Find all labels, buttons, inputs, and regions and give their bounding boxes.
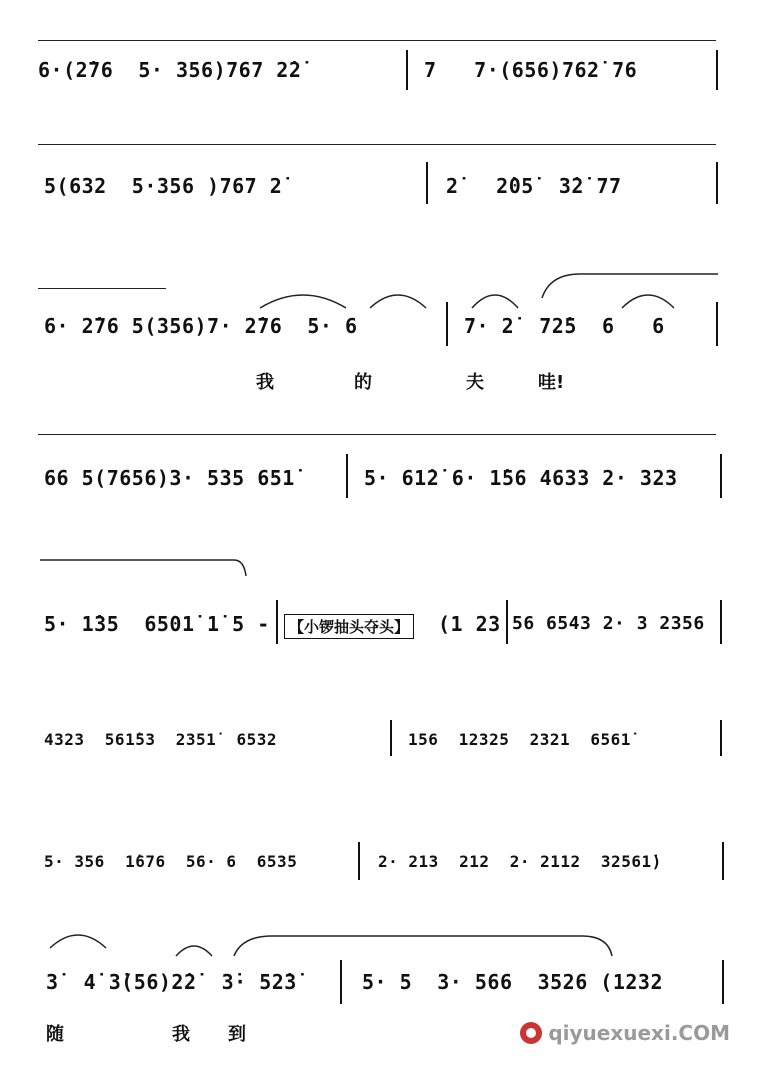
measure-group: 5· 356 1̇676 56· 6 6535 — [44, 852, 298, 871]
measure-group: (1 23 — [438, 612, 501, 636]
measure-group: 2̇ 2̇05̇ 3̇2̇ 77 — [446, 174, 622, 198]
bar-line — [716, 302, 718, 346]
lyric-char: 哇! — [538, 372, 565, 393]
lyric-char: 随 — [46, 1024, 64, 1045]
bar-line — [426, 162, 428, 204]
measure-group: 66 5(7656)3· 535 651̇ — [44, 466, 295, 490]
lyric-char: 到 — [228, 1024, 246, 1045]
slur-mark — [174, 940, 214, 958]
measure-group: 3̇ 4̇ 3̇(56)2̇2̇ 3̇· 52̇3̇ — [46, 970, 297, 994]
bar-line — [340, 960, 342, 1004]
staff-line — [38, 40, 716, 41]
measure-group: 56 6543 2· 3 2356 — [512, 613, 705, 634]
bar-line — [276, 600, 278, 644]
bar-line — [346, 454, 348, 498]
staff-line — [38, 288, 166, 289]
measure-group: 5· 1̇35 6501̇ 1̇ 5 - — [44, 612, 270, 636]
bar-line — [390, 720, 392, 756]
lyric-char: 我 — [256, 372, 274, 393]
slur-mark — [258, 288, 348, 310]
bar-line — [716, 50, 718, 90]
slur-mark — [38, 556, 248, 580]
measure-group: 7 7·(656)762̇ 76 — [424, 58, 638, 82]
measure-group: 5(632 5·356 )767 2̇ — [44, 174, 283, 198]
score-row-4 — [0, 432, 760, 512]
lyric-char: 的 — [354, 372, 372, 393]
measure-group: 2· 213 212 2· 2112 32561̇) — [378, 852, 662, 871]
measure-group: 6· 2̇76 5(356)7· 2̇76 5· 6 — [44, 314, 358, 338]
percussion-cue: 【小锣抽头夺头】 — [284, 614, 414, 639]
lyric-char: 我 — [172, 1024, 190, 1045]
lyric-char: 夫 — [466, 372, 484, 393]
bar-line — [720, 454, 722, 498]
bar-line — [506, 600, 508, 644]
bar-line — [722, 842, 724, 880]
score-row-7 — [0, 826, 760, 906]
bar-line — [722, 960, 724, 1004]
bar-line — [406, 50, 408, 90]
measure-group: 156 12325 2321 6561̇ — [408, 730, 631, 749]
slur-mark — [48, 928, 108, 950]
score-row-5 — [0, 560, 760, 640]
bar-line — [716, 162, 718, 204]
score-row-3 — [0, 278, 760, 393]
bar-line — [720, 720, 722, 756]
score-row-6 — [0, 704, 760, 784]
measure-group: 5· 61̇2̇ 6· 1̇56 4633 2· 323 — [364, 466, 678, 490]
bar-line — [446, 302, 448, 346]
watermark — [520, 1021, 730, 1045]
slur-mark — [368, 288, 428, 310]
measure-group: 5· 5 3· 566 3526 (1232 — [362, 970, 663, 994]
staff-line — [38, 434, 716, 435]
bar-line — [358, 842, 360, 880]
bar-line — [720, 600, 722, 644]
slur-mark — [620, 288, 676, 310]
score-row-1 — [0, 36, 760, 116]
watermark-text: qiyuexuexi.COM — [548, 1021, 730, 1045]
logo-icon — [520, 1022, 542, 1044]
measure-group: 4323 561̇53 2351̇ 6532 — [44, 730, 278, 749]
score-row-2 — [0, 140, 760, 220]
slur-mark — [470, 288, 520, 310]
staff-line — [38, 144, 716, 145]
slur-mark — [232, 932, 614, 958]
measure-group: 7· 2̇ 72̇5 6 6 — [464, 314, 665, 338]
measure-group: 6·(2̇76 5· 356)767 2̇2̇ — [38, 58, 302, 82]
